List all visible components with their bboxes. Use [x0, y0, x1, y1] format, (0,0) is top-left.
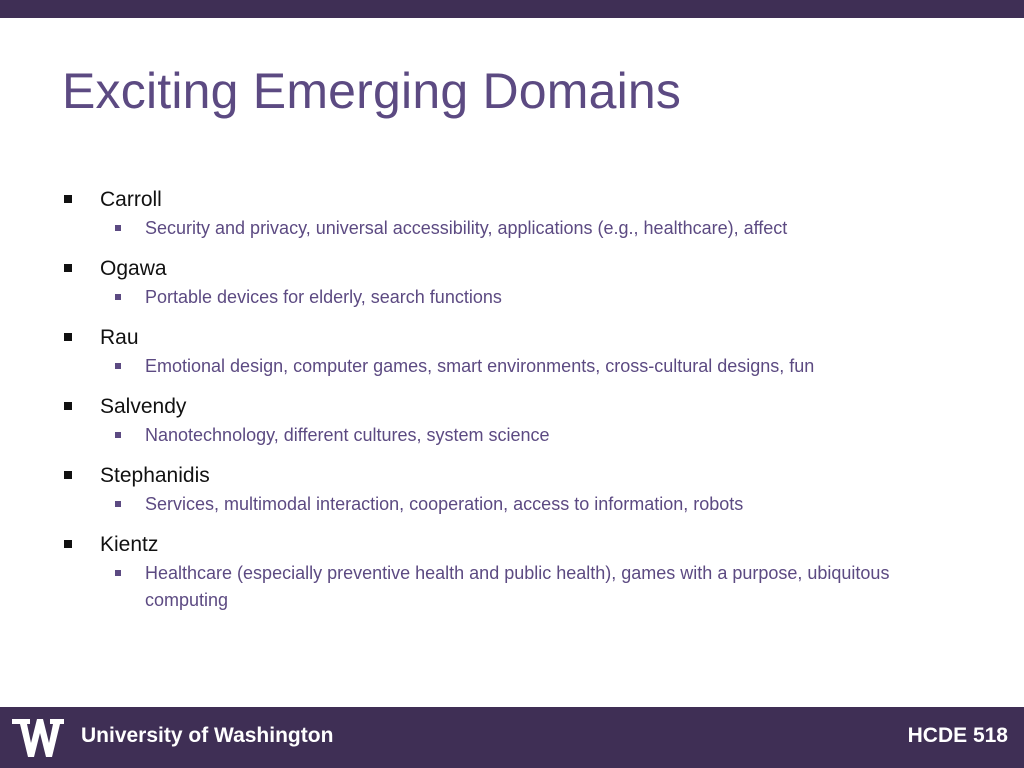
square-bullet-icon — [115, 225, 121, 231]
list-item — [62, 392, 962, 422]
square-bullet-icon — [64, 264, 72, 272]
sub-item-text: Emotional design, computer games, smart environments, cross-cultural designs, fun — [145, 356, 815, 376]
sub-item-text: Portable devices for elderly, search functions — [145, 287, 502, 307]
sub-list-item — [62, 560, 962, 614]
footer-organization: University of Washington — [81, 724, 334, 747]
item-label: Kientz — [100, 533, 159, 556]
top-accent-bar — [0, 0, 1024, 18]
item-label: Stephanidis — [100, 464, 210, 487]
sub-list-item — [62, 422, 962, 449]
footer-course-code: HCDE 518 — [907, 724, 1008, 747]
sub-item-text: Security and privacy, universal accessibility, applications (e.g., healthcare), affect — [145, 218, 788, 238]
sub-list-item — [62, 353, 962, 380]
sub-list-item — [62, 491, 962, 518]
square-bullet-icon — [115, 294, 121, 300]
square-bullet-icon — [115, 501, 121, 507]
square-bullet-icon — [115, 432, 121, 438]
square-bullet-icon — [64, 471, 72, 479]
square-bullet-icon — [64, 333, 72, 341]
sub-item-text: Services, multimodal interaction, cooperation, access to information, robots — [145, 494, 744, 514]
square-bullet-icon — [115, 570, 121, 576]
sub-list-item — [62, 215, 962, 242]
item-label: Ogawa — [100, 257, 167, 280]
slide-title: Exciting Emerging Domains — [62, 63, 682, 119]
list-item — [62, 461, 962, 491]
list-item — [62, 185, 962, 215]
uw-w-logo-icon — [12, 719, 64, 757]
square-bullet-icon — [64, 402, 72, 410]
square-bullet-icon — [115, 363, 121, 369]
bullet-list — [62, 185, 962, 626]
square-bullet-icon — [64, 540, 72, 548]
sub-item-text: Healthcare (especially preventive health and public health), games with a purpose, ubiquitous computing — [145, 563, 890, 610]
item-label: Rau — [100, 326, 139, 349]
item-label: Salvendy — [100, 395, 187, 418]
list-item — [62, 254, 962, 284]
sub-list-item — [62, 284, 962, 311]
item-label: Carroll — [100, 188, 162, 211]
list-item — [62, 323, 962, 353]
square-bullet-icon — [64, 195, 72, 203]
footer-bar — [0, 707, 1024, 768]
list-item — [62, 530, 962, 560]
sub-item-text: Nanotechnology, different cultures, system science — [145, 425, 550, 445]
